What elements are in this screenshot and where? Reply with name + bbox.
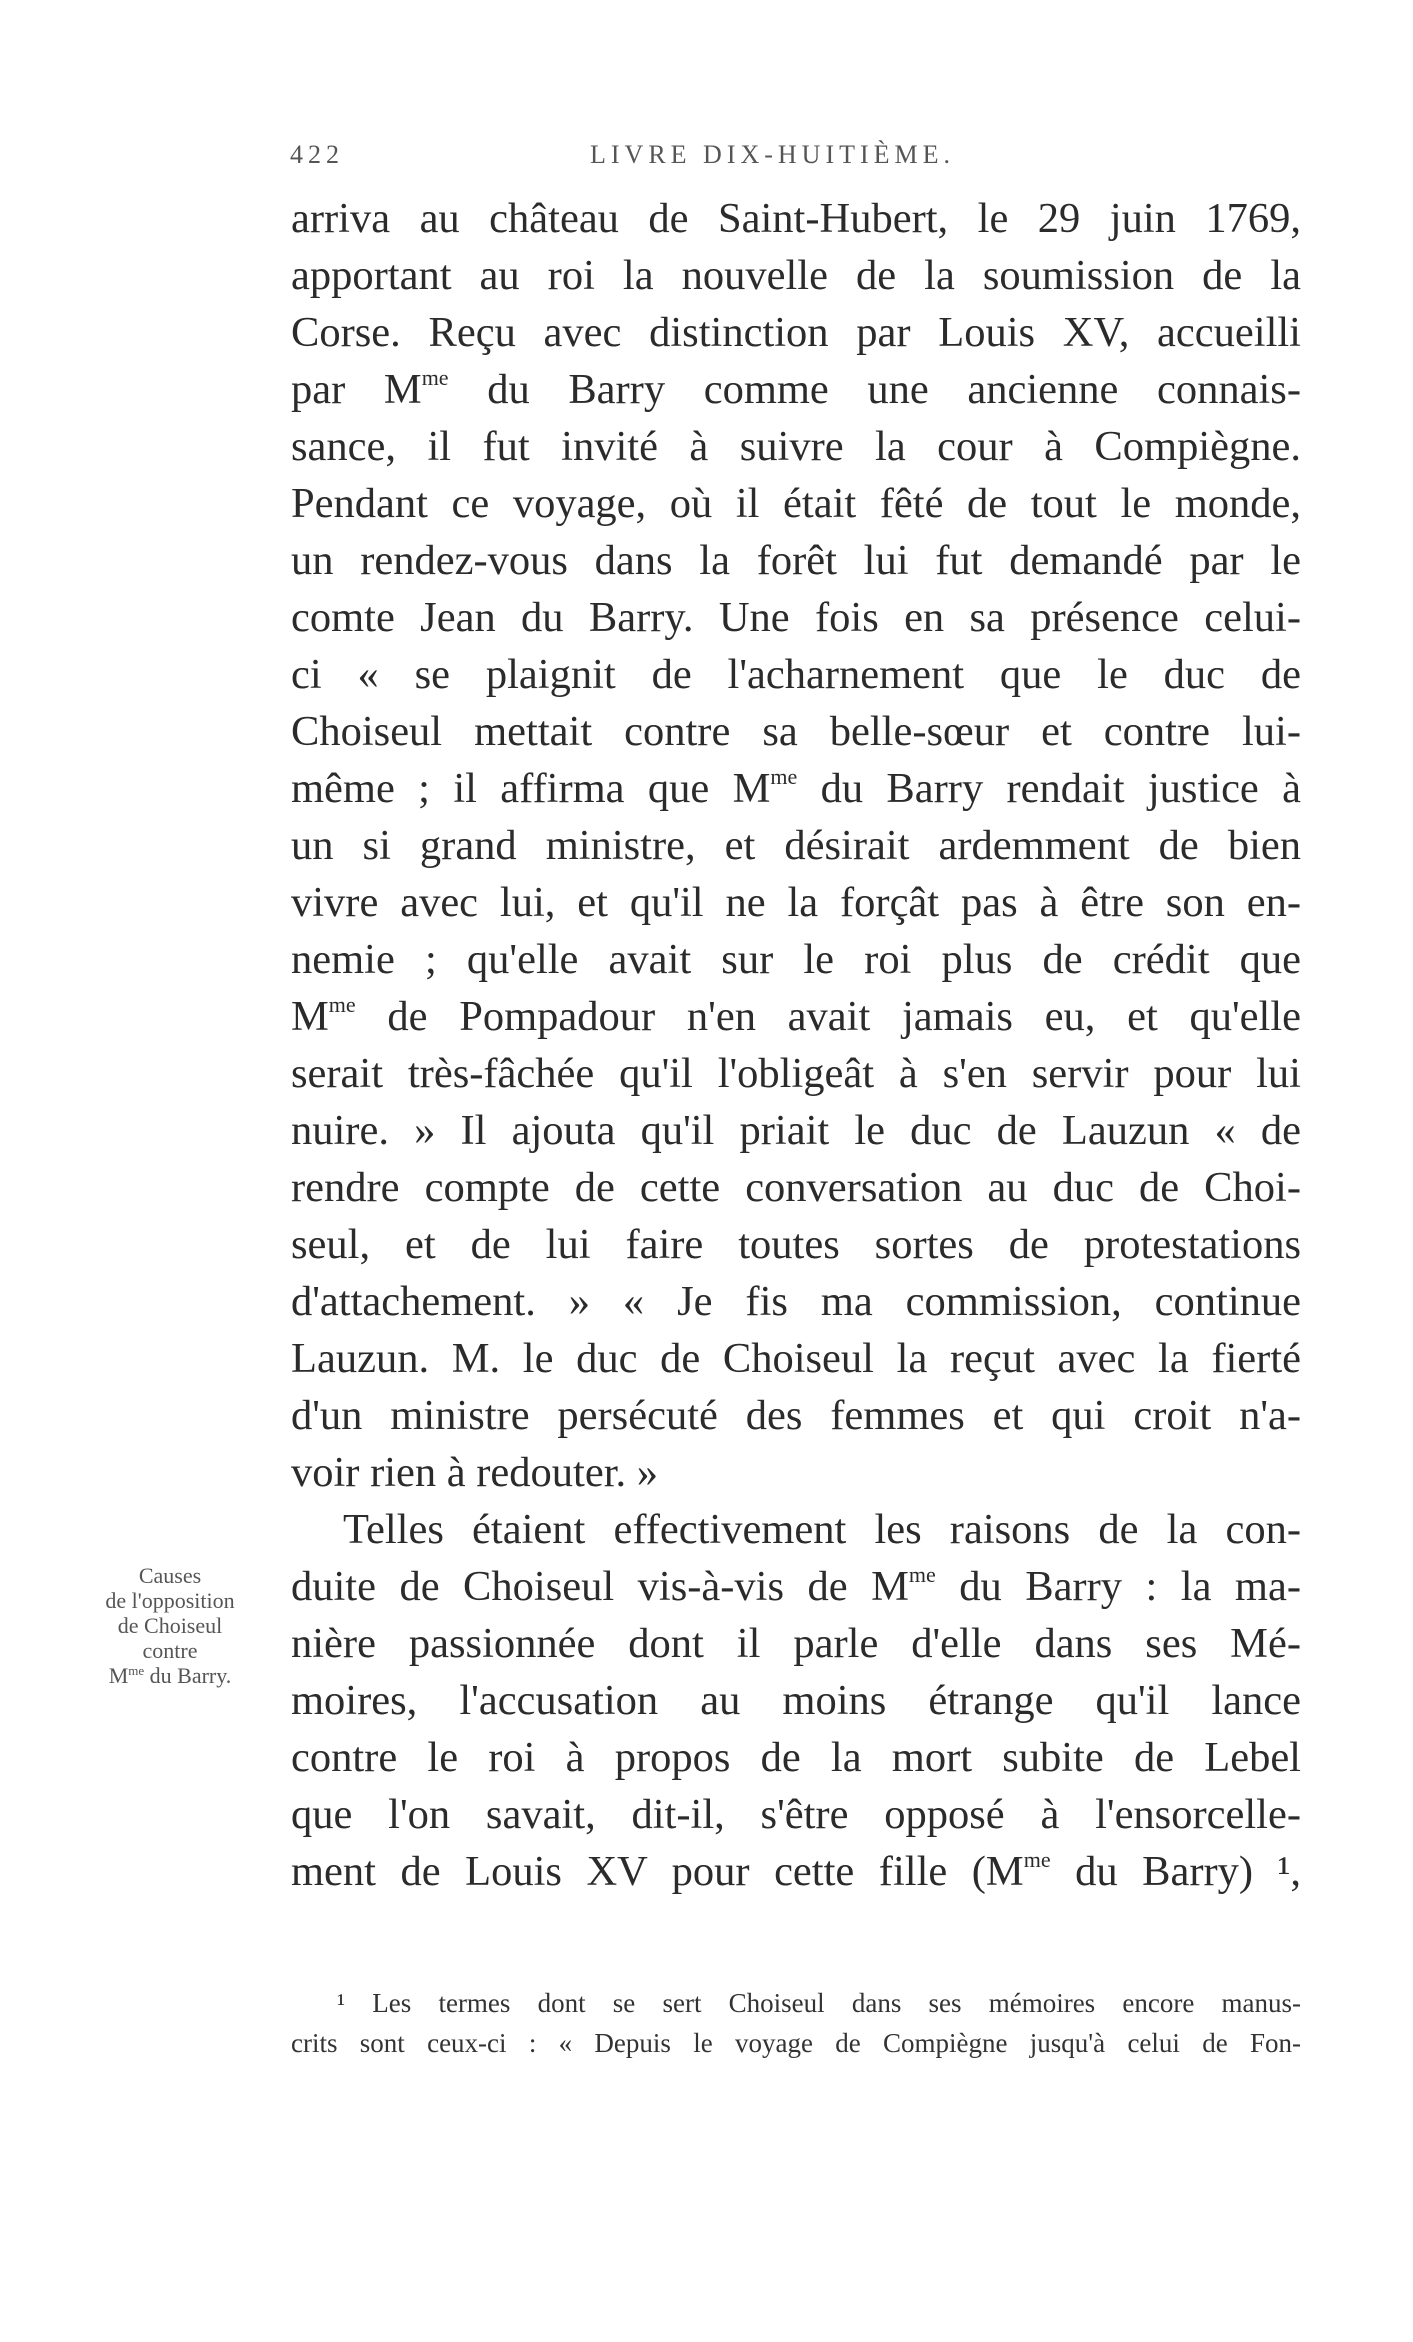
text-line: Choiseul mettait contre sa belle-sœur et contre lui- [291, 708, 1301, 755]
page-number: 422 [290, 140, 344, 169]
text-line: vivre avec lui, et qu'il ne la forçât pas à être son en- [291, 879, 1301, 926]
text-line: nière passionnée dont il parle d'elle dans ses Mé- [291, 1620, 1301, 1667]
margin-note-line: de Choiseul [117, 1613, 223, 1638]
text-line: contre le roi à propos de la mort subite de Lebel [291, 1734, 1301, 1781]
text-line: sance, il fut invité à suivre la cour à Compiègne. [291, 423, 1301, 470]
text-line: même ; il affirma que $M^{me}$ du Barry rendait justice à [291, 764, 1301, 812]
text-line: nuire. » Il ajouta qu'il priait le duc de Lauzun « de [291, 1107, 1301, 1154]
margin-note-line: contre [142, 1638, 198, 1663]
text-line: un rendez-vous dans la forêt lui fut demandé par le [291, 537, 1301, 584]
text-line: $M^{me}$ de Pompadour n'en avait jamais eu, et qu'elle [291, 992, 1301, 1040]
text-line: rendre compte de cette conversation au duc de Choi- [291, 1164, 1301, 1211]
text-line: Pendant ce voyage, où il était fêté de tout le monde, [291, 480, 1301, 527]
text-line: ci « se plaignit de l'acharnement que le duc de [291, 651, 1301, 698]
text-line: comte Jean du Barry. Une fois en sa présence celui- [291, 594, 1301, 641]
text-line: moires, l'accusation au moins étrange qu'il lance [291, 1677, 1301, 1724]
footnote [291, 1983, 1301, 2063]
main-text [291, 190, 1301, 1900]
text-line: serait très-fâchée qu'il l'obligeât à s'en servir pour lui [291, 1050, 1301, 1097]
text-line: arriva au château de Saint-Hubert, le 29 juin 1769, [291, 195, 1301, 242]
text-line: apportant au roi la nouvelle de la soumission de la [291, 252, 1301, 299]
text-line: ment de Louis XV pour cette fille ($M^{me}$ du Barry) ¹, [291, 1847, 1301, 1895]
text-line: d'attachement. » « Je fis ma commission, continue [291, 1278, 1301, 1325]
text-line: duite de Choiseul vis-à-vis de $M^{me}$ du Barry : la ma- [291, 1562, 1301, 1610]
text-line: que l'on savait, dit-il, s'être opposé à l'ensorcelle- [291, 1791, 1301, 1838]
text-line: d'un ministre persécuté des femmes et qui croit n'a- [291, 1392, 1301, 1439]
text-line: voir rien à redouter. » [291, 1449, 659, 1496]
margin-note [60, 1563, 280, 1688]
margin-note-line: de l'opposition [105, 1588, 235, 1613]
text-line: Corse. Reçu avec distinction par Louis XV, accueilli [291, 309, 1301, 356]
margin-note-line: $M^{me}$ du Barry. [108, 1663, 232, 1688]
footnote-line: crits sont ceux-ci : « Depuis le voyage de Compiègne jusqu'à celui de Fon- [291, 2028, 1301, 2058]
text-line: un si grand ministre, et désirait ardemment de bien [291, 822, 1301, 869]
text-line: par $M^{me}$ du Barry comme une ancienne connais- [291, 365, 1301, 413]
running-title: LIVRE DIX-HUITIÈME. [590, 140, 956, 169]
footnote-line: ¹ Les termes dont se sert Choiseul dans ses mémoires encore manus- [337, 1988, 1301, 2018]
text-line: nemie ; qu'elle avait sur le roi plus de crédit que [291, 936, 1301, 983]
text-line: Telles étaient effectivement les raisons de la con- [343, 1506, 1301, 1553]
text-line: seul, et de lui faire toutes sortes de protestations [291, 1221, 1301, 1268]
text-line: Lauzun. M. le duc de Choiseul la reçut avec la fierté [291, 1335, 1301, 1382]
running-header [290, 140, 1300, 180]
margin-note-line: Causes [138, 1563, 202, 1588]
